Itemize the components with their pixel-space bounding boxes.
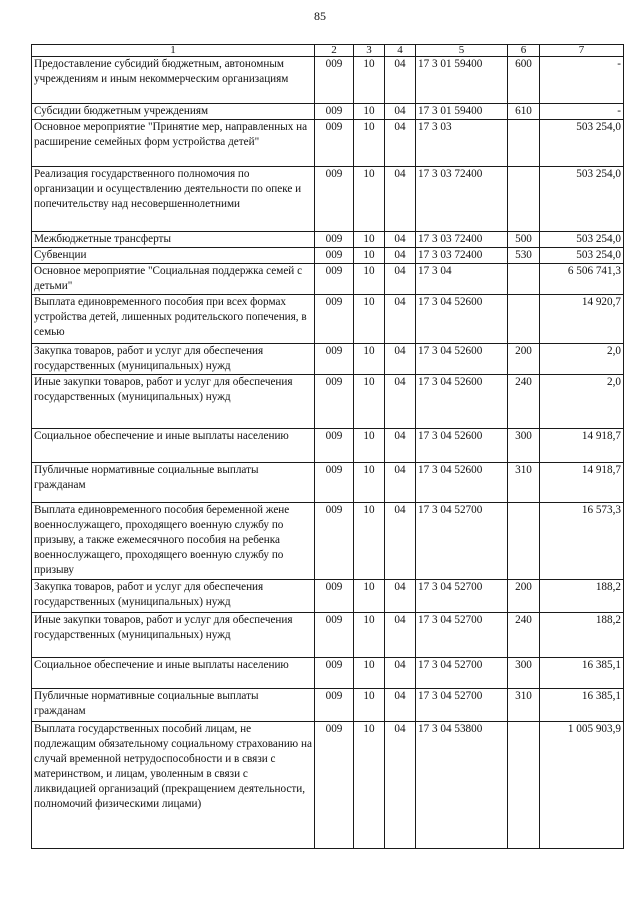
table-row [32,463,624,503]
header-row [32,45,624,57]
section-code-cell: 10 [354,375,385,429]
row-name-cell: Основное мероприятие "Принятие мер, направленных на расширение семейных форм устройства детей" [32,120,315,167]
row-name-cell: Субсидии бюджетным учреждениям [32,104,315,120]
expense-type-cell: 240 [508,613,540,658]
target-item-cell: 17 3 01 59400 [416,104,508,120]
expense-type-cell [508,264,540,295]
row-name-cell: Публичные нормативные социальные выплаты гражданам [32,689,315,722]
row-name-cell: Реализация государственного полномочия по организации и осуществлению деятельности по опеке и попечительству над несовершеннолетними [32,167,315,232]
column-header-4: 4 [385,45,416,57]
target-item-cell: 17 3 03 72400 [416,248,508,264]
table-row [32,344,624,375]
ministry-code-cell: 009 [315,375,354,429]
expense-type-cell: 530 [508,248,540,264]
expense-type-cell [508,167,540,232]
amount-cell: - [540,104,624,120]
target-item-cell: 17 3 04 52700 [416,503,508,580]
expense-type-cell [508,120,540,167]
section-code-cell: 10 [354,463,385,503]
subsection-code-cell: 04 [385,57,416,104]
target-item-cell: 17 3 01 59400 [416,57,508,104]
row-name-cell: Закупка товаров, работ и услуг для обеспечения государственных (муниципальных) нужд [32,580,315,613]
amount-cell: 2,0 [540,344,624,375]
subsection-code-cell: 04 [385,689,416,722]
target-item-cell: 17 3 04 52700 [416,689,508,722]
section-code-cell: 10 [354,167,385,232]
section-code-cell: 10 [354,613,385,658]
subsection-code-cell: 04 [385,167,416,232]
target-item-cell: 17 3 04 52700 [416,580,508,613]
row-name-cell: Социальное обеспечение и иные выплаты населению [32,658,315,689]
target-item-cell: 17 3 04 52600 [416,429,508,463]
ministry-code-cell: 009 [315,580,354,613]
section-code-cell: 10 [354,503,385,580]
subsection-code-cell: 04 [385,613,416,658]
table-row [32,167,624,232]
ministry-code-cell: 009 [315,104,354,120]
ministry-code-cell: 009 [315,248,354,264]
row-name-cell: Межбюджетные трансферты [32,232,315,248]
expense-type-cell: 300 [508,658,540,689]
ministry-code-cell: 009 [315,344,354,375]
row-name-cell: Закупка товаров, работ и услуг для обеспечения государственных (муниципальных) нужд [32,344,315,375]
expense-type-cell: 610 [508,104,540,120]
subsection-code-cell: 04 [385,722,416,849]
ministry-code-cell: 009 [315,167,354,232]
target-item-cell: 17 3 04 52700 [416,613,508,658]
row-name-cell: Иные закупки товаров, работ и услуг для обеспечения государственных (муниципальных) нужд [32,375,315,429]
amount-cell: 2,0 [540,375,624,429]
subsection-code-cell: 04 [385,658,416,689]
ministry-code-cell: 009 [315,658,354,689]
amount-cell: 14 918,7 [540,429,624,463]
amount-cell: 16 573,3 [540,503,624,580]
target-item-cell: 17 3 04 52600 [416,463,508,503]
row-name-cell: Социальное обеспечение и иные выплаты населению [32,429,315,463]
table-row [32,232,624,248]
amount-cell: 14 920,7 [540,295,624,344]
target-item-cell: 17 3 04 52600 [416,344,508,375]
ministry-code-cell: 009 [315,295,354,344]
amount-cell: 503 254,0 [540,232,624,248]
row-name-cell: Предоставление субсидий бюджетным, автономным учреждениям и иным некоммерческим организациям [32,57,315,104]
column-header-7: 7 [540,45,624,57]
target-item-cell: 17 3 03 72400 [416,167,508,232]
subsection-code-cell: 04 [385,375,416,429]
ministry-code-cell: 009 [315,120,354,167]
target-item-cell: 17 3 04 52600 [416,375,508,429]
expense-type-cell: 200 [508,580,540,613]
column-header-3: 3 [354,45,385,57]
expense-type-cell: 300 [508,429,540,463]
expense-type-cell: 240 [508,375,540,429]
section-code-cell: 10 [354,295,385,344]
table-row [32,689,624,722]
target-item-cell: 17 3 04 52700 [416,658,508,689]
ministry-code-cell: 009 [315,463,354,503]
expense-type-cell [508,295,540,344]
table-row [32,264,624,295]
section-code-cell: 10 [354,232,385,248]
section-code-cell: 10 [354,344,385,375]
expense-type-cell [508,722,540,849]
table-row [32,429,624,463]
target-item-cell: 17 3 04 53800 [416,722,508,849]
section-code-cell: 10 [354,722,385,849]
row-name-cell: Публичные нормативные социальные выплаты гражданам [32,463,315,503]
ministry-code-cell: 009 [315,57,354,104]
row-name-cell: Субвенции [32,248,315,264]
amount-cell: 188,2 [540,580,624,613]
table-row [32,295,624,344]
amount-cell: 503 254,0 [540,248,624,264]
target-item-cell: 17 3 04 [416,264,508,295]
subsection-code-cell: 04 [385,264,416,295]
expense-type-cell: 600 [508,57,540,104]
subsection-code-cell: 04 [385,295,416,344]
subsection-code-cell: 04 [385,344,416,375]
amount-cell: 503 254,0 [540,167,624,232]
subsection-code-cell: 04 [385,232,416,248]
table-row [32,248,624,264]
subsection-code-cell: 04 [385,104,416,120]
row-name-cell: Выплата единовременного пособия беременной жене военнослужащего, проходящего военную службу по призыву, а также ежемесячного пособия на ребенка военнослужащего, проходящего военную службу по призыву [32,503,315,580]
amount-cell: - [540,57,624,104]
expense-type-cell [508,503,540,580]
subsection-code-cell: 04 [385,429,416,463]
expense-type-cell: 500 [508,232,540,248]
column-header-1: 1 [32,45,315,57]
ministry-code-cell: 009 [315,722,354,849]
subsection-code-cell: 04 [385,248,416,264]
target-item-cell: 17 3 04 52600 [416,295,508,344]
expense-type-cell: 310 [508,463,540,503]
table-row [32,722,624,849]
ministry-code-cell: 009 [315,503,354,580]
amount-cell: 14 918,7 [540,463,624,503]
expense-type-cell: 200 [508,344,540,375]
ministry-code-cell: 009 [315,613,354,658]
section-code-cell: 10 [354,658,385,689]
table-row [32,104,624,120]
section-code-cell: 10 [354,248,385,264]
budget-table [31,44,624,849]
table-row [32,503,624,580]
page-number: 85 [314,9,326,23]
row-name-cell: Основное мероприятие "Социальная поддержка семей с детьми" [32,264,315,295]
ministry-code-cell: 009 [315,232,354,248]
subsection-code-cell: 04 [385,120,416,167]
subsection-code-cell: 04 [385,503,416,580]
section-code-cell: 10 [354,104,385,120]
table-row [32,375,624,429]
subsection-code-cell: 04 [385,580,416,613]
table-row [32,120,624,167]
section-code-cell: 10 [354,57,385,104]
row-name-cell: Выплата единовременного пособия при всех формах устройства детей, лишенных родительского попечения, в семью [32,295,315,344]
ministry-code-cell: 009 [315,689,354,722]
table-row [32,613,624,658]
amount-cell: 16 385,1 [540,689,624,722]
target-item-cell: 17 3 03 72400 [416,232,508,248]
section-code-cell: 10 [354,264,385,295]
section-code-cell: 10 [354,689,385,722]
ministry-code-cell: 009 [315,429,354,463]
amount-cell: 503 254,0 [540,120,624,167]
amount-cell: 1 005 903,9 [540,722,624,849]
table-row [32,580,624,613]
target-item-cell: 17 3 03 [416,120,508,167]
column-header-5: 5 [416,45,508,57]
table-row [32,658,624,689]
section-code-cell: 10 [354,120,385,167]
column-header-2: 2 [315,45,354,57]
ministry-code-cell: 009 [315,264,354,295]
row-name-cell: Иные закупки товаров, работ и услуг для обеспечения государственных (муниципальных) нужд [32,613,315,658]
amount-cell: 188,2 [540,613,624,658]
amount-cell: 6 506 741,3 [540,264,624,295]
section-code-cell: 10 [354,429,385,463]
row-name-cell: Выплата государственных пособий лицам, не подлежащим обязательному социальному страхованию на случай временной нетрудоспособности и в связи с материнством, и лицам, уволенным в связи с ликвидацией организаций (прекращением деятельности, полномочий физическими лицами) [32,722,315,849]
column-header-6: 6 [508,45,540,57]
section-code-cell: 10 [354,580,385,613]
subsection-code-cell: 04 [385,463,416,503]
table-row [32,57,624,104]
amount-cell: 16 385,1 [540,658,624,689]
expense-type-cell: 310 [508,689,540,722]
